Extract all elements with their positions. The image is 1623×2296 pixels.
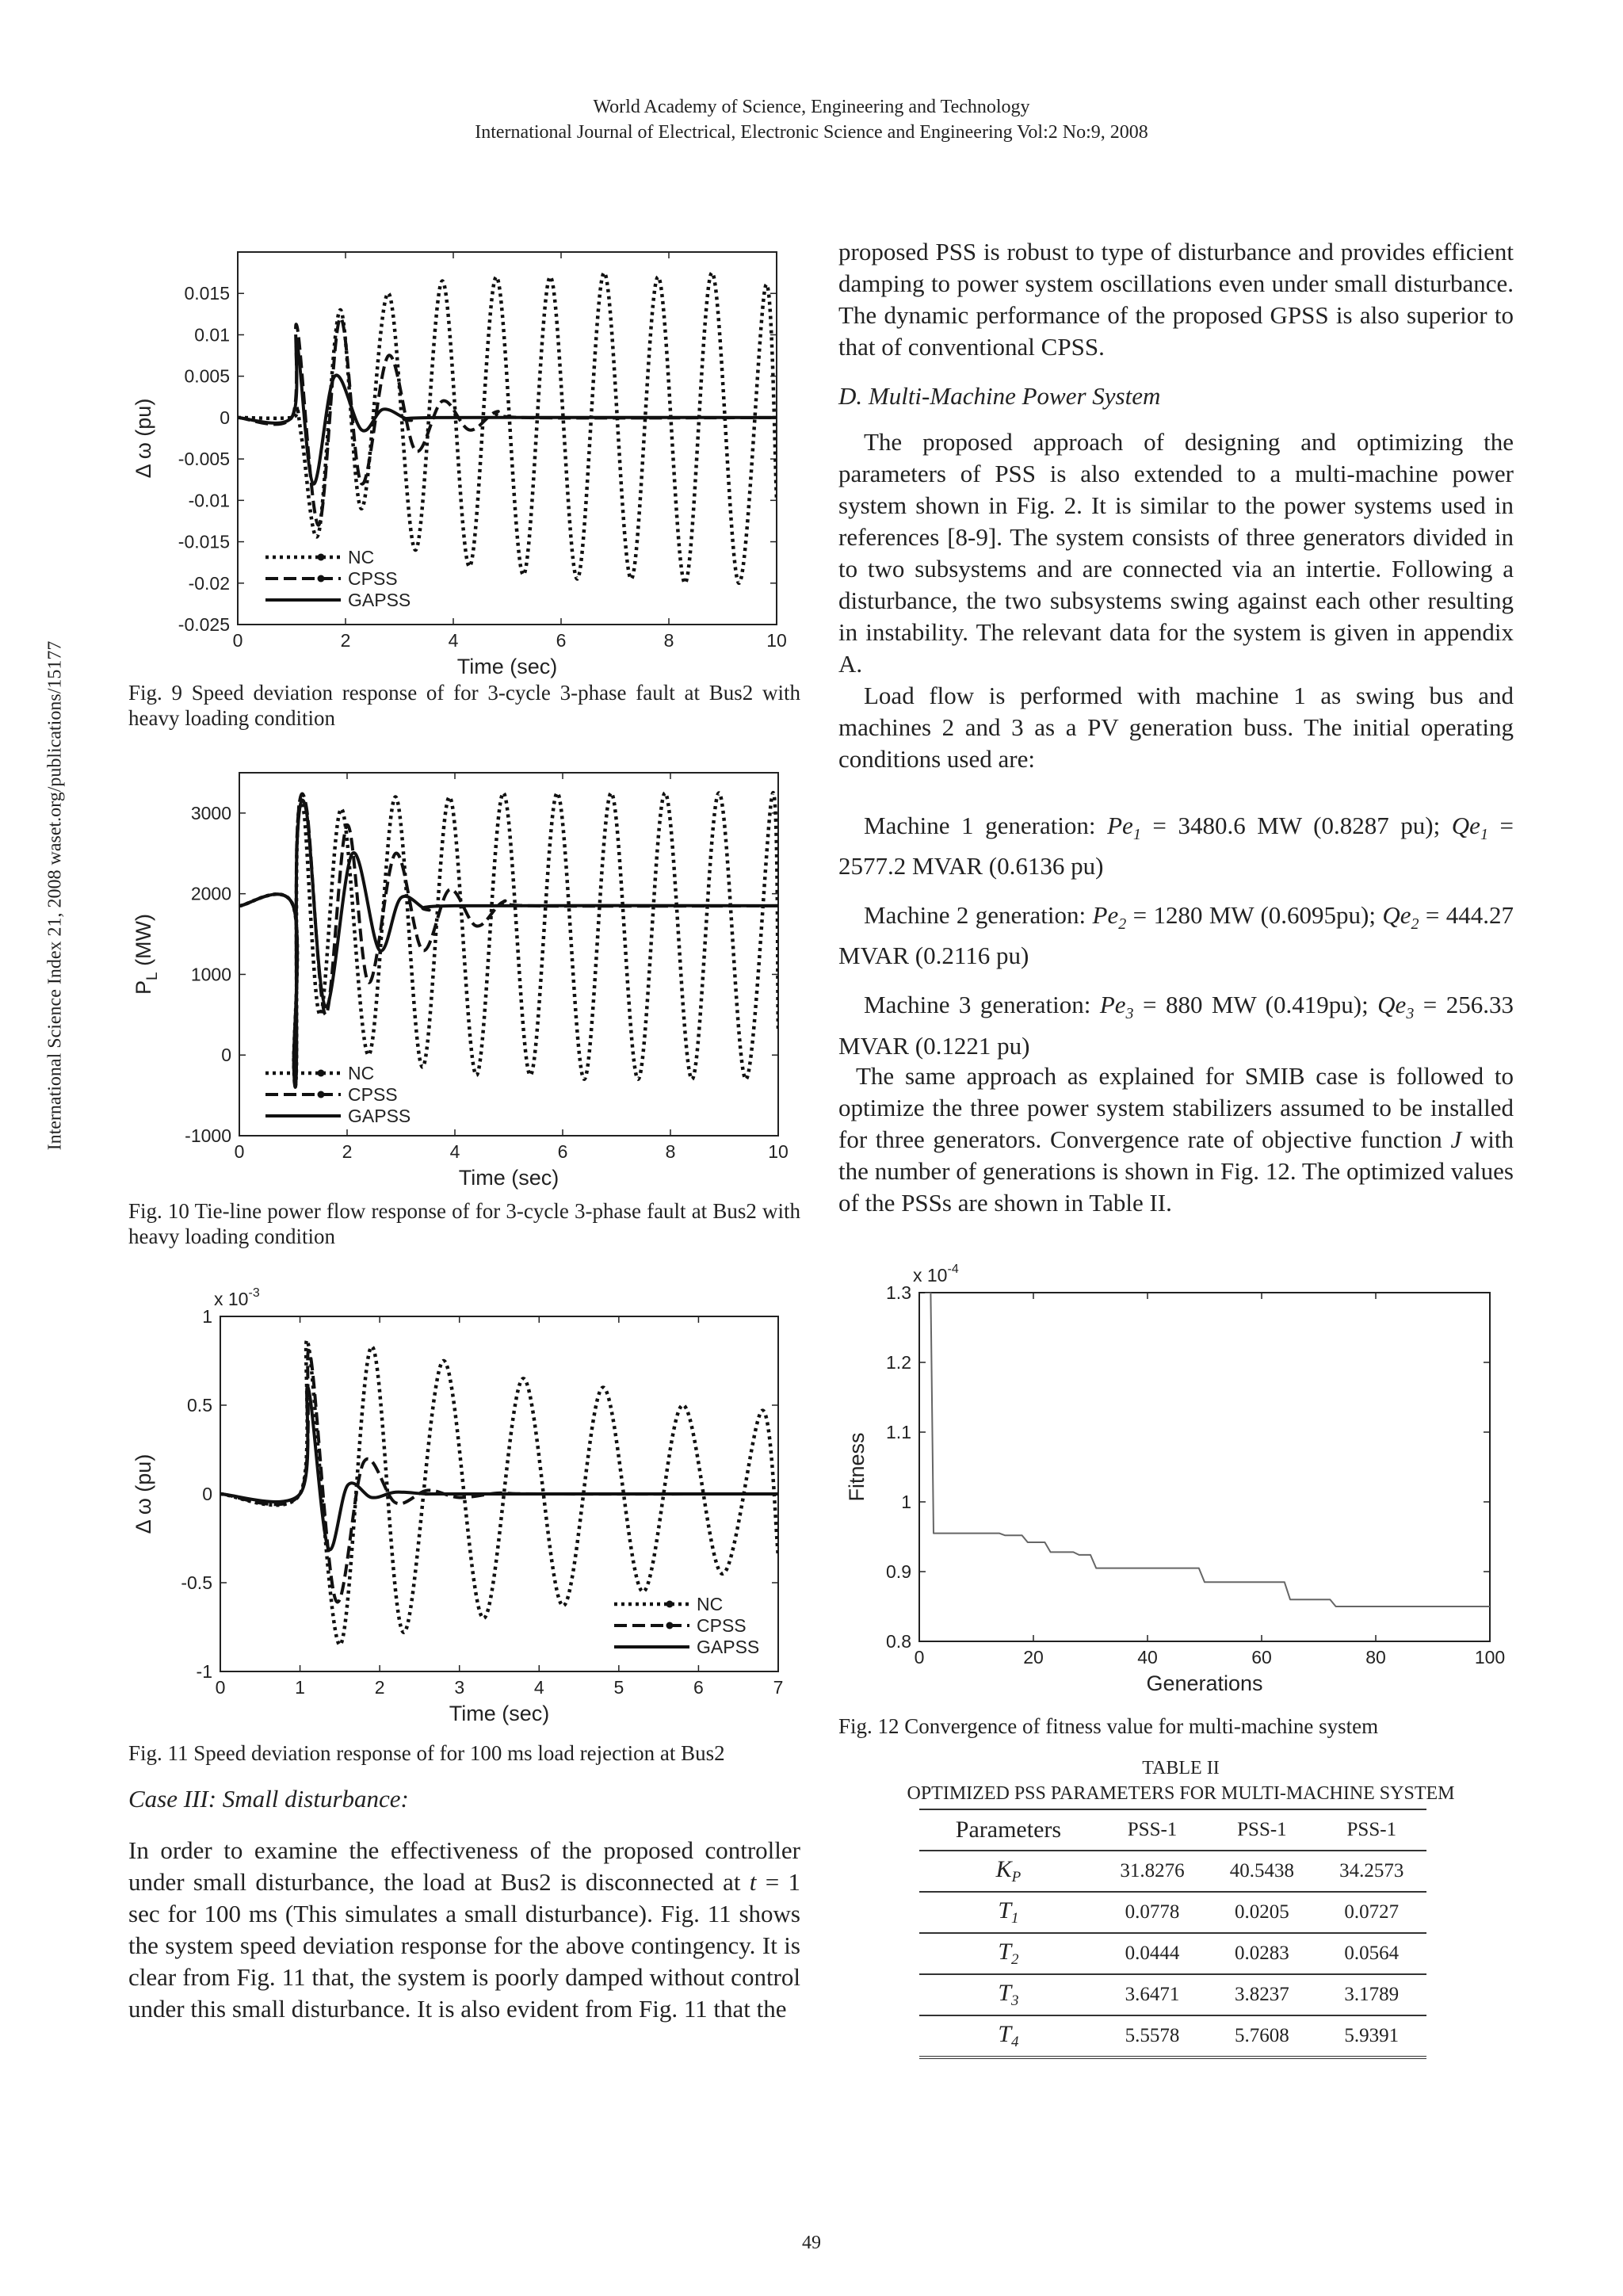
y-tick-label: -0.025 <box>178 614 230 635</box>
series-line-cpss <box>220 1350 778 1603</box>
x-tick-label: 0 <box>232 630 243 651</box>
journal-volume: International Journal of Electrical, Electronic Science and Engineering Vol:2 No:9, 2008 <box>475 122 1148 143</box>
x-tick-label: 2 <box>342 1141 353 1162</box>
x-tick-label: 10 <box>766 630 787 651</box>
legend-label-nc: NC <box>348 547 375 567</box>
legend-label-gapss: GAPSS <box>697 1637 760 1657</box>
right-para-4: The same approach as explained for SMIB case is followed to optimize the three power system stabilizers assumed to be installed for three generators. Convergence rate of objective function J with the number of generations is shown in Fig. 12. The optimized values of the PSSs are shown in Table II. <box>838 1062 1514 1217</box>
legend-label-cpss: CPSS <box>348 568 398 589</box>
x-tick-label: 0 <box>215 1677 226 1698</box>
y-tick-label: 0.8 <box>886 1631 911 1652</box>
fig10-chart <box>119 765 800 1197</box>
x-tick-label: 80 <box>1365 1647 1386 1668</box>
legend-label-nc: NC <box>697 1594 724 1614</box>
y-tick-label: 3000 <box>190 802 231 823</box>
y-tick-label: 0.01 <box>194 324 230 346</box>
axis-multiplier: x $10^{-4}$ <box>913 1264 959 1286</box>
legend-label-gapss: GAPSS <box>348 590 411 610</box>
x-tick-label: 4 <box>533 1677 544 1698</box>
param-name: $K_P$ <box>919 1851 1098 1892</box>
table-header-row <box>919 1809 1426 1851</box>
y-tick-label: 1000 <box>190 964 231 985</box>
param-value: 0.0205 <box>1207 1892 1316 1933</box>
series-group <box>220 1340 778 1645</box>
fig10-caption: Fig. 10 Tie-line power flow response of for 3-cycle 3-phase fault at Bus2 with heavy loading condition <box>128 1199 800 1248</box>
y-tick-label: 1 <box>202 1306 212 1327</box>
y-tick-label: 1.1 <box>886 1422 911 1442</box>
x-tick-label: 100 <box>1474 1647 1506 1668</box>
x-tick-label: 0 <box>234 1141 245 1162</box>
right-para-3: Load flow is performed with machine 1 as swing bus and machines 2 and 3 as a PV generation buss. The initial operating conditions used are: <box>838 682 1514 773</box>
y-tick-label: 1 <box>901 1492 911 1512</box>
param-value: 5.5578 <box>1098 2015 1207 2057</box>
x-tick-label: 60 <box>1251 1647 1272 1668</box>
machine-list <box>838 810 1514 1062</box>
y-tick-label: -0.005 <box>178 449 230 470</box>
pss-parameter-table <box>919 1809 1426 2059</box>
x-tick-label: 6 <box>693 1677 704 1698</box>
y-tick-label: 0 <box>221 1045 231 1066</box>
param-value: 0.0727 <box>1317 1892 1426 1933</box>
y-tick-label: -1 <box>196 1661 212 1682</box>
x-axis-label: Time (sec) <box>449 1702 550 1725</box>
fig9-caption: Fig. 9 Speed deviation response of for 3-cycle 3-phase fault at Bus2 with heavy loading condition <box>128 681 800 730</box>
param-value: 31.8276 <box>1098 1851 1207 1892</box>
x-axis-label: Time (sec) <box>456 655 558 678</box>
fig12-chart <box>840 1264 1522 1708</box>
right-para-2: The proposed approach of designing and optimizing the parameters of PSS is also extended to a multi-machine power system shown in Fig. 2. It is similar to the power systems used in references [8-9]. The system consists of three generators divided in to two subsystems and are connected via an intertie. Following a disturbance, the two subsystems swing against each other resulting in instability. The relevant data for the system is given in appendix A. <box>838 428 1514 678</box>
legend-marker-nc <box>318 554 325 561</box>
x-axis-label: Generations <box>1146 1671 1263 1695</box>
journal-name: World Academy of Science, Engineering and Technology <box>593 97 1030 117</box>
x-tick-label: 3 <box>454 1677 465 1698</box>
series-line-gapss <box>239 800 778 1087</box>
fig11-caption: Fig. 11 Speed deviation response of for 100 ms load rejection at Bus2 <box>128 1741 725 1765</box>
x-tick-label: 6 <box>556 630 567 651</box>
fig12-caption: Fig. 12 Convergence of fitness value for multi-machine system <box>838 1714 1379 1738</box>
param-name: $T_3$ <box>919 1974 1098 2015</box>
legend-marker-nc <box>666 1601 674 1608</box>
legend-label-cpss: CPSS <box>697 1615 747 1636</box>
y-axis-label: $P_L$ (MW) <box>132 913 161 995</box>
x-tick-label: 2 <box>340 630 351 651</box>
x-tick-label: 8 <box>665 1141 676 1162</box>
y-tick-label: -1000 <box>185 1125 231 1146</box>
fig9-chart <box>119 238 800 682</box>
series-group <box>925 1293 1490 1606</box>
legend-marker-cpss <box>318 1091 325 1098</box>
param-name: $T_4$ <box>919 2015 1098 2057</box>
y-tick-label: 0 <box>220 407 230 428</box>
table-row <box>919 1933 1426 1974</box>
y-tick-label: 0.015 <box>184 283 230 304</box>
machine-3-generation: Machine 3 generation: $Pe_3 = 880$ MW (0.419pu); $Qe_3 = 256.33$ MVAR (0.1221 pu) <box>838 991 1514 1060</box>
sidebar-index-text: International Science Index 21, 2008 waset.org/publications/15177 <box>44 640 66 1151</box>
param-value: 5.7608 <box>1207 2015 1316 2057</box>
x-tick-label: 4 <box>448 630 459 651</box>
legend-marker-cpss <box>666 1622 674 1629</box>
section-heading: D. Multi-Machine Power System <box>838 382 1161 410</box>
x-axis-label: Time (sec) <box>458 1166 559 1190</box>
y-tick-label: 0.005 <box>184 365 230 387</box>
x-tick-label: 5 <box>613 1677 624 1698</box>
y-tick-label: 1.2 <box>886 1352 911 1373</box>
param-value: 0.0778 <box>1098 1892 1207 1933</box>
param-value: 34.2573 <box>1317 1851 1426 1892</box>
series-line-gapss <box>238 342 777 483</box>
y-tick-label: 0 <box>202 1484 212 1504</box>
plot-frame <box>238 252 777 625</box>
x-tick-label: 20 <box>1023 1647 1044 1668</box>
right-para-1: proposed PSS is robust to type of disturbance and provides efficient damping to power system oscillations even under small disturbance. The dynamic performance of the proposed GPSS is also superior to that of conventional CPSS. <box>838 238 1514 361</box>
y-tick-label: 1.3 <box>886 1282 911 1303</box>
param-value: 0.0283 <box>1207 1933 1316 1974</box>
y-tick-label: 0.9 <box>886 1561 911 1582</box>
table-row <box>919 2015 1426 2057</box>
param-value: 3.8237 <box>1207 1974 1316 2015</box>
plot-frame <box>239 773 778 1136</box>
y-tick-label: -0.015 <box>178 531 230 552</box>
table-title: OPTIMIZED PSS PARAMETERS FOR MULTI-MACHINE SYSTEM <box>907 1783 1455 1804</box>
param-value: 0.0444 <box>1098 1933 1207 1974</box>
y-tick-label: -0.5 <box>181 1572 212 1593</box>
series-group <box>239 793 778 1087</box>
x-tick-label: 10 <box>768 1141 789 1162</box>
x-tick-label: 6 <box>557 1141 568 1162</box>
y-tick-label: -0.01 <box>188 490 230 511</box>
y-tick-label: -0.02 <box>188 572 230 594</box>
param-value: 0.0564 <box>1317 1933 1426 1974</box>
legend-label-gapss: GAPSS <box>348 1106 411 1126</box>
header-parameters: Parameters <box>919 1809 1098 1851</box>
fig11-chart <box>119 1280 800 1740</box>
legend-marker-cpss <box>318 575 325 583</box>
x-tick-label: 40 <box>1137 1647 1158 1668</box>
y-tick-label: 0.5 <box>187 1395 212 1415</box>
x-tick-label: 2 <box>374 1677 385 1698</box>
table-row <box>919 1892 1426 1933</box>
param-value: 3.1789 <box>1317 1974 1426 2015</box>
param-value: 40.5438 <box>1207 1851 1316 1892</box>
x-tick-label: 7 <box>773 1677 784 1698</box>
param-name: $T_1$ <box>919 1892 1098 1933</box>
series-line-nc <box>239 793 778 1087</box>
case-heading: Case III: Small disturbance: <box>128 1785 409 1813</box>
series-line-fitness <box>925 1293 1490 1606</box>
case-paragraph: In order to examine the effectiveness of the proposed controller under small disturbance, the load at Bus2 is disconnected at t = 1 sec for 100 ms (This simulates a small disturbance). Fig. 11 shows the system speed deviation response for the above contingency. It is clear from Fig. 11 that, the system is poorly damped without control under this small disturbance. It is also evident from Fig. 11 that the <box>128 1836 801 2023</box>
machine-1-generation: Machine 1 generation: $Pe_1 = 3480.6$ MW (0.8287 pu); $Qe_1 = 2577.2$ MVAR (0.6136 pu) <box>838 812 1514 881</box>
x-tick-label: 1 <box>295 1677 305 1698</box>
header-pss: PSS-1 <box>1207 1809 1316 1851</box>
table-row <box>919 1851 1426 1892</box>
legend-label-cpss: CPSS <box>348 1084 398 1105</box>
x-tick-label: 8 <box>663 630 674 651</box>
param-name: $T_2$ <box>919 1933 1098 1974</box>
series-line-nc <box>238 273 777 583</box>
legend-marker-nc <box>318 1070 325 1077</box>
table-row <box>919 1974 1426 2015</box>
y-axis-label: Δ ω (pu) <box>132 1454 155 1534</box>
page-number: 49 <box>802 2233 821 2253</box>
plot-frame <box>919 1293 1490 1641</box>
header-pss: PSS-1 <box>1098 1809 1207 1851</box>
y-axis-label: Fitness <box>845 1432 869 1502</box>
machine-2-generation: Machine 2 generation: $Pe_2 = 1280$ MW (0.6095pu); $Qe_2 = 444.27$ MVAR (0.2116 pu) <box>838 901 1514 970</box>
param-value: 3.6471 <box>1098 1974 1207 2015</box>
x-tick-label: 0 <box>914 1647 925 1668</box>
series-group <box>238 273 777 583</box>
pss-table-wrap <box>919 1809 1426 2059</box>
table-label: TABLE II <box>1142 1758 1220 1778</box>
header-pss: PSS-1 <box>1317 1809 1426 1851</box>
param-value: 5.9391 <box>1317 2015 1426 2057</box>
x-tick-label: 4 <box>449 1141 460 1162</box>
axis-multiplier: x $10^{-3}$ <box>214 1286 260 1309</box>
y-tick-label: 2000 <box>190 883 231 904</box>
y-axis-label: Δ ω (pu) <box>132 398 155 479</box>
legend-label-nc: NC <box>348 1063 375 1083</box>
